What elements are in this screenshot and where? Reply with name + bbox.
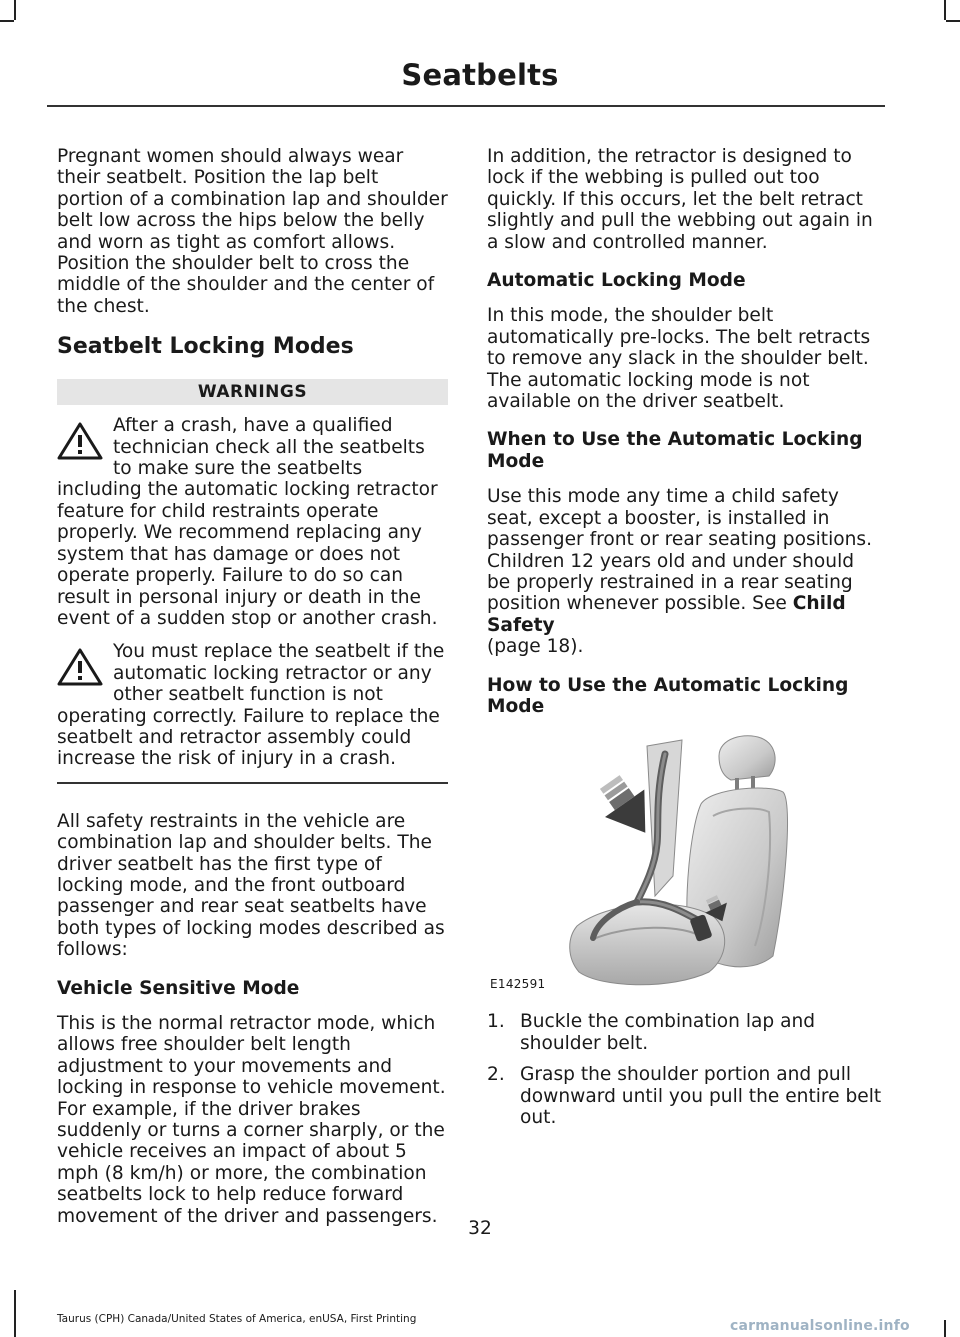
- restraints-paragraph: All safety restraints in the vehicle are combination lap and shoulder belts. The driver seatbelt has the first type of locking mode, and the front outboard passenger and rear seat seatbelts have both types of locking modes described as follows:: [57, 810, 445, 961]
- when-to-use-text: Use this mode any time a child safety seat, except a booster, is installed in passenger front or rear seating positions. Children 12 years old and under should be properly restrained in a rear seating position whenever possible. See: [487, 486, 873, 615]
- step-number: 2.: [487, 1064, 505, 1086]
- warning-triangle-icon: [57, 647, 103, 687]
- step-text: Buckle the combination lap and shoulder belt.: [520, 1011, 816, 1054]
- left-column: [57, 146, 448, 1244]
- list-item: [487, 1011, 882, 1054]
- subheading-when-to-use: When to Use the Automatic Locking Mode: [487, 429, 863, 472]
- subheading-vehicle-sensitive: Vehicle Sensitive Mode: [57, 977, 300, 999]
- retractor-paragraph: In addition, the retractor is designed to lock if the webbing is pulled out too quickly. If this occurs, let the belt retract slightly and pull the webbing out again in a slow and controlled manner.: [487, 146, 873, 253]
- step-text: Grasp the shoulder portion and pull downward until you pull the entire belt out.: [520, 1064, 882, 1128]
- crop-mark: [944, 1320, 946, 1337]
- warnings-header: WARNINGS: [57, 379, 448, 405]
- subheading-how-to-use: How to Use the Automatic Locking Mode: [487, 674, 849, 717]
- page-reference: (page 18).: [487, 636, 584, 658]
- list-item: [487, 1064, 882, 1128]
- step-number: 1.: [487, 1011, 505, 1033]
- page-title: Seatbelts: [401, 58, 559, 92]
- warning-text: After a crash, have a qualified technician check all the seatbelts to make sure the seatbelts including the automatic locking retractor feature for child restraints operate properly. We recommend replacing any system that has damage or does not operate properly. Failure to do so can result in personal injury or death in the event of a sudden stop or another crash.: [57, 415, 438, 629]
- crop-mark: [14, 1290, 16, 1337]
- warning-triangle-icon: [57, 421, 103, 461]
- automatic-locking-paragraph: In this mode, the shoulder belt automatically pre-locks. The belt retracts to remove any slack in the shoulder belt. The automatic locking mode is not available on the driver seatbelt.: [487, 305, 871, 413]
- watermark[interactable]: carmanualsonline.info: [730, 1318, 910, 1334]
- figure-code: E142591: [490, 977, 546, 992]
- crop-mark: [14, 0, 16, 20]
- warnings-divider: [57, 782, 448, 784]
- seat-illustration: [487, 726, 880, 998]
- footer-text: Taurus (CPH) Canada/United States of America, enUSA, First Printing: [57, 1313, 417, 1325]
- header-divider: [47, 105, 885, 107]
- crop-mark: [0, 20, 14, 22]
- intro-paragraph: Pregnant women should always wear their seatbelt. Position the lap belt portion of a combination lap and shoulder belt low across the hips below the belly and worn as tight as comfort allows. Position the shoulder belt to cross the middle of the shoulder and the center of the chest.: [57, 146, 448, 317]
- crop-mark: [946, 20, 960, 22]
- child-safety-link[interactable]: Child Safety: [487, 593, 846, 636]
- warning-item: [57, 415, 448, 629]
- warning-text: You must replace the seatbelt if the automatic locking retractor or any other seatbelt function is not operating correctly. Failure to replace the seatbelt and retractor assembly could increase the risk of injury in a crash.: [57, 641, 445, 770]
- right-column: [487, 146, 882, 1138]
- section-heading: Seatbelt Locking Modes: [57, 334, 354, 360]
- page-number: 32: [468, 1218, 492, 1239]
- subheading-automatic-locking: Automatic Locking Mode: [487, 270, 746, 292]
- seatbelt-figure: [487, 726, 880, 998]
- warning-item: [57, 641, 448, 769]
- vehicle-sensitive-paragraph: This is the normal retractor mode, which allows free shoulder belt length adjustment to your movements and locking in response to vehicle movement. For example, if the driver brakes suddenly or turns a corner sharply, or the vehicle receives an impact of about 5 mph (8 km/h) or more, the combination seatbelts lock to help reduce forward movement of the driver and passengers.: [57, 1013, 446, 1227]
- steps-list: [487, 1011, 882, 1128]
- when-to-use-paragraph: [487, 486, 882, 657]
- crop-mark: [944, 0, 946, 20]
